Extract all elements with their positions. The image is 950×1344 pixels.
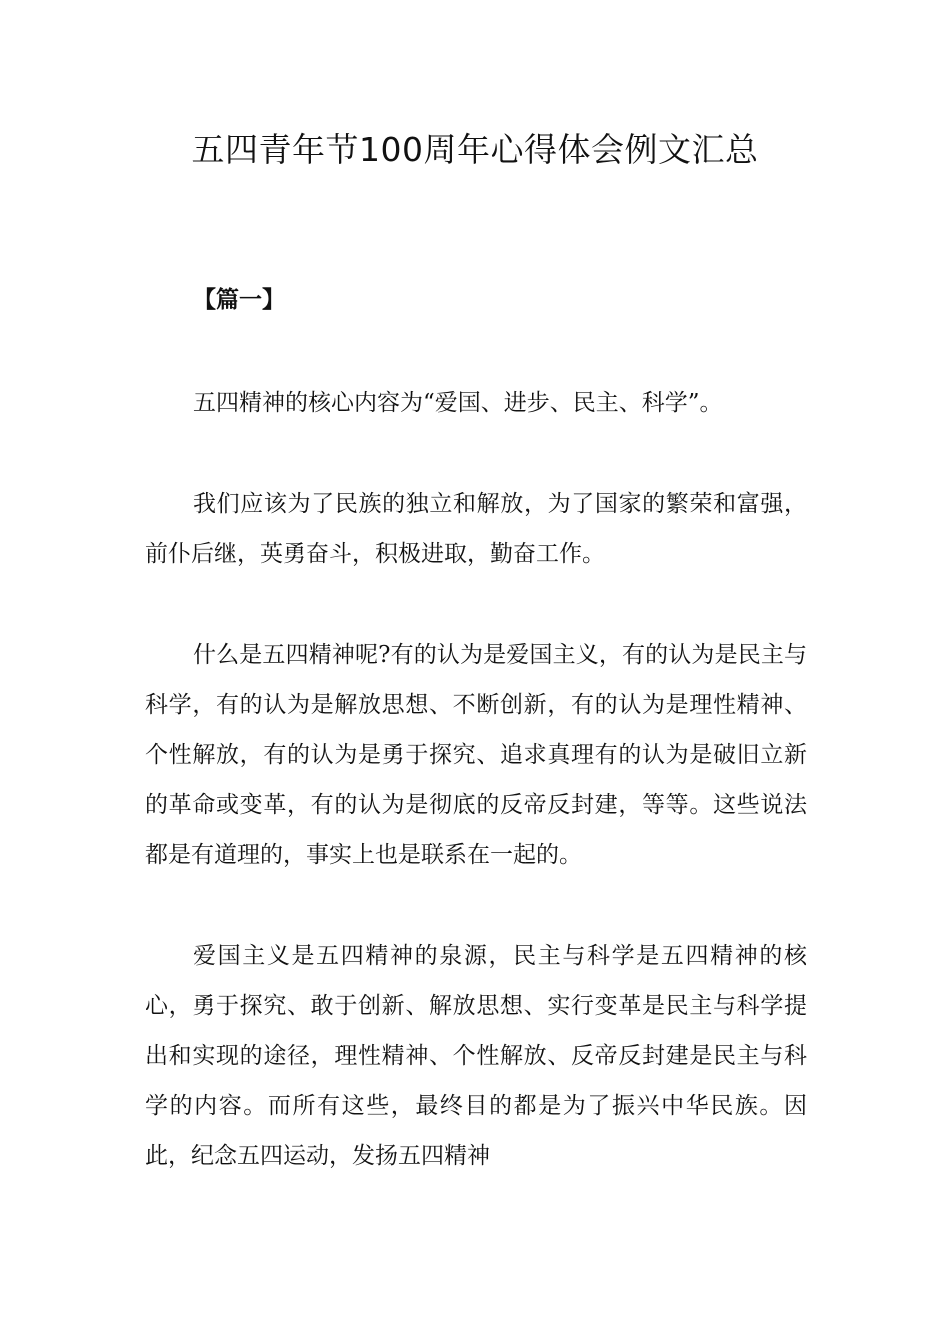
- section-label: 【篇一】: [193, 286, 285, 313]
- paragraph-4: 爱国主义是五四精神的泉源，民主与科学是五四精神的核心，勇于探究、敢于创新、解放思想、实行变革是民主与科学提出和实现的途径，理性精神、个性解放、反帝反封建是民主与科学的内容。而所有这些，最终目的都是为了振兴中华民族。因此，纪念五四运动，发扬五四精神: [145, 943, 807, 1169]
- document-title: 五四青年节100周年心得体会例文汇总: [191, 130, 759, 169]
- paragraph-1: 五四精神的核心内容为“爱国、进步、民主、科学”。: [193, 390, 723, 416]
- paragraph-3: 什么是五四精神呢?有的认为是爱国主义，有的认为是民主与科学，有的认为是解放思想、不断创新，有的认为是理性精神、个性解放，有的认为是勇于探究、追求真理有的认为是破旧立新的革命或变革，有的认为是彻底的反帝反封建，等等。这些说法都是有道理的，事实上也是联系在一起的。: [145, 642, 807, 868]
- paragraph-2: 我们应该为了民族的独立和解放，为了国家的繁荣和富强，前仆后继，英勇奋斗，积极进取，勤奋工作。: [145, 491, 807, 567]
- document-body: [145, 378, 807, 1232]
